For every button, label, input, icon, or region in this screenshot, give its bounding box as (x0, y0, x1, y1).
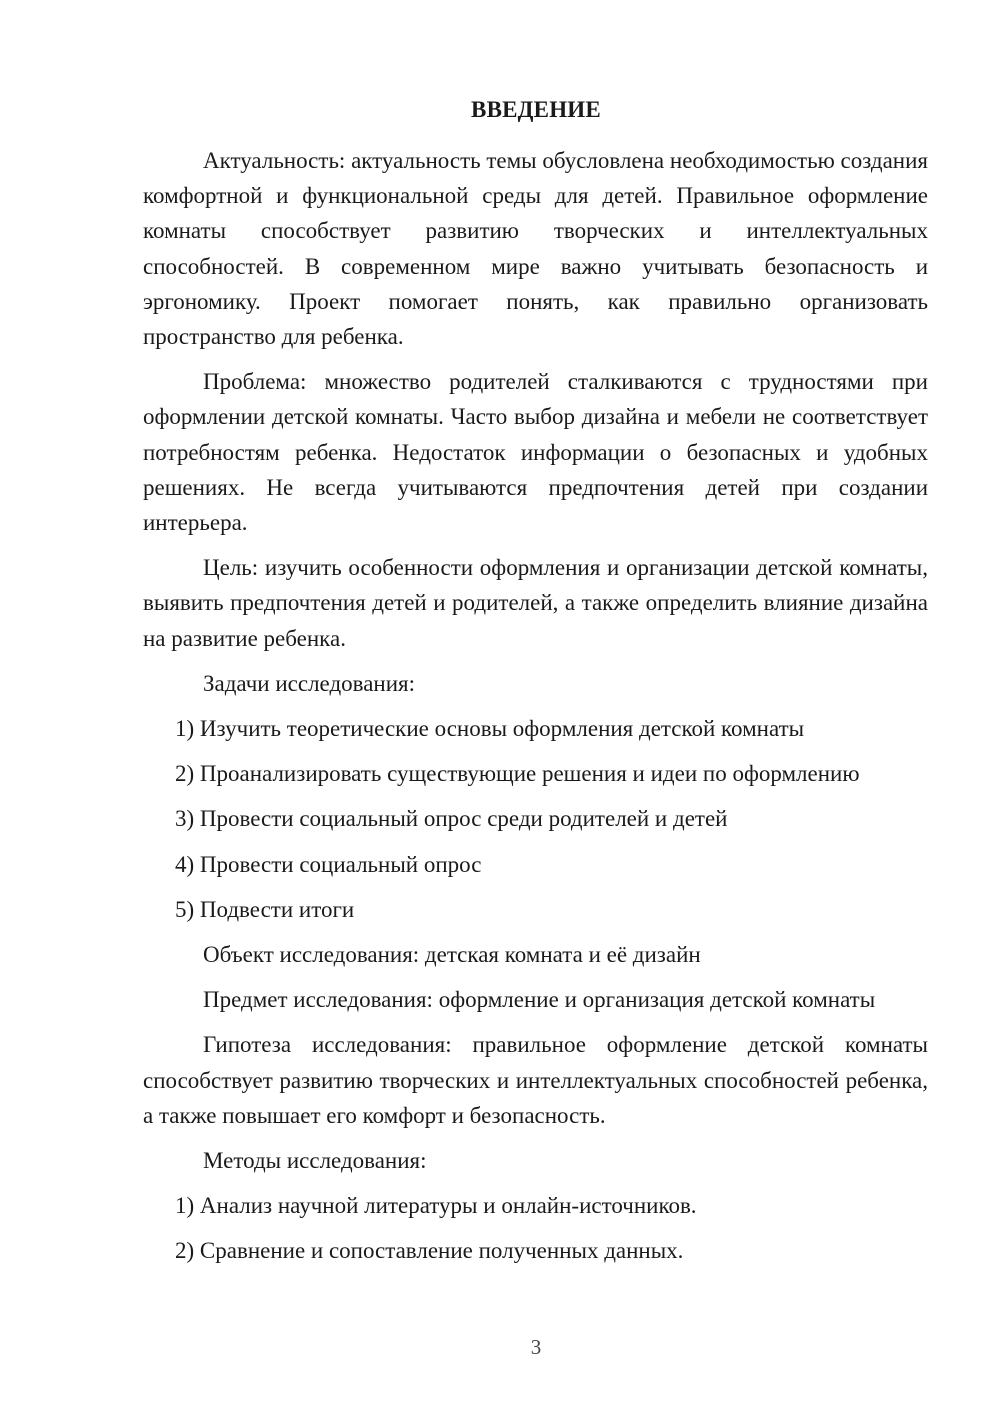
list-item: 3) Провести социальный опрос среди родителей и детей (175, 806, 728, 832)
subject-paragraph: Предмет исследования: оформление и организация детской комнаты (203, 987, 876, 1013)
tasks-list (143, 711, 928, 927)
list-item: 1) Изучить теоретические основы оформления детской комнаты (175, 716, 805, 742)
page-title: ВВЕДЕНИЕ (471, 97, 601, 122)
list-item: 5) Подвести итоги (175, 896, 355, 922)
list-item: 2) Сравнение и сопоставление полученных данных. (175, 1238, 684, 1264)
problem-paragraph: Проблема: множество родителей сталкиваются с трудностями при оформлении детской комнаты. Часто выбор дизайна и мебели не соответствует потребностям ребенка. Недостаток информации о безопасных и удобных решениях. Не всегда учитываются предпочтения детей при создании интерьера. (143, 369, 928, 536)
list-item: 4) Провести социальный опрос (175, 851, 482, 877)
document-body (143, 143, 928, 1279)
methods-label: Методы исследования: (203, 1148, 427, 1174)
hypothesis-paragraph: Гипотеза исследования: правильное оформление детской комнаты способствует развитию творческих и интеллектуальных способностей ребенка, а также повышает его комфорт и безопасность. (143, 1032, 928, 1128)
list-item: 2) Проанализировать существующие решения и идеи по оформлению (175, 761, 860, 787)
object-paragraph: Объект исследования: детская комната и её дизайн (203, 942, 701, 968)
relevance-paragraph: Актуальность: актуальность темы обусловлена необходимостью создания комфортной и функциональной среды для детей. Правильное оформление комнаты способствует развитию творческих и интеллектуальных способностей. В современном мире важно учитывать безопасность и эргономику. Проект помогает понять, как правильно организовать пространство для ребенка. (143, 148, 929, 350)
list-item: 1) Анализ научной литературы и онлайн-источников. (175, 1193, 697, 1219)
tasks-label: Задачи исследования: (203, 670, 416, 696)
methods-list (143, 1188, 928, 1268)
goal-paragraph: Цель: изучить особенности оформления и организации детской комнаты, выявить предпочтения детей и родителей, а также определить влияние дизайна на развитие ребенка. (143, 555, 928, 651)
page-number: 3 (530, 1335, 542, 1359)
